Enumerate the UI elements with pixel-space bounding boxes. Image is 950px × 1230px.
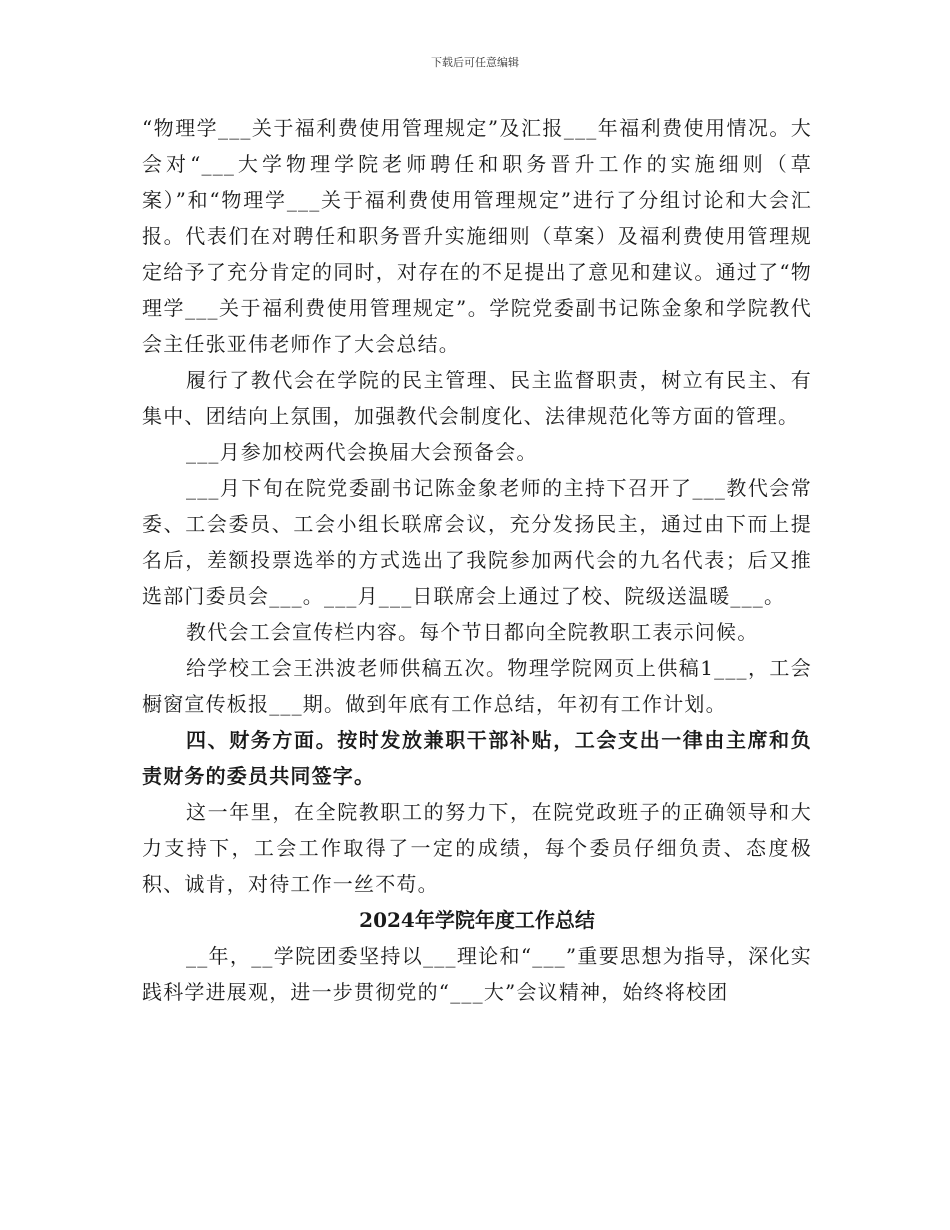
paragraph-finance-heading: 四、财务方面。按时发放兼职干部补贴，工会支出一律由主席和负责财务的委员共同签字。	[142, 728, 812, 788]
paragraph-duties: 履行了教代会在学院的民主管理、民主监督职责，树立有民主、有集中、团结向上氛围，加强教代会制度化、法律规范化等方面的管理。	[142, 368, 812, 428]
page-header: 下载后可任意编辑	[431, 56, 519, 69]
document-body	[142, 110, 812, 1010]
paragraph-year-summary: 这一年里，在全院教职工的努力下，在院党政班子的正确领导和大力支持下，工会工作取得了一定的成绩，每个委员仔细负责、态度极积、诚肯，对待工作一丝不苟。	[142, 800, 812, 896]
section-title: 2024年学院年度工作总结	[359, 908, 595, 932]
paragraph-continuation: “物理学___关于福利费使用管理规定”及汇报___年福利费使用情况。大会对“___大学物理学院老师聘任和职务晋升工作的实施细则（草案）”和“物理学___关于福利费使用管理规定”进行了分组讨论和大会汇报。代表们在对聘任和职务晋升实施细则（草案）及福利费使用管理规定给予了充分肯定的同时，对存在的不足提出了意见和建议。通过了“物理学___关于福利费使用管理规定”。学院党委副书记陈金象和学院教代会主任张亚伟老师作了大会总结。	[142, 116, 812, 356]
paragraph-meeting-prep: ___月参加校两代会换届大会预备会。	[186, 440, 538, 464]
paragraph-joint-meeting: ___月下旬在院党委副书记陈金象老师的主持下召开了___教代会常委、工会委员、工会小组长联席会议，充分发扬民主，通过由下而上提名后，差额投票选举的方式选出了我院参加两代会的九名代表；后又推选部门委员会___。___月___日联席会上通过了校、院级送温暖___。	[142, 476, 812, 608]
paragraph-bulletin: 教代会工会宣传栏内容。每个节日都向全院教职工表示问候。	[186, 620, 759, 644]
paragraph-contributions: 给学校工会王洪波老师供稿五次。物理学院网页上供稿1___，工会橱窗宣传板报___期。做到年底有工作总结，年初有工作计划。	[142, 656, 812, 716]
paragraph-opening: __年，__学院团委坚持以___理论和“___”重要思想为指导，深化实践科学进展观，进一步贯彻党的“___大”会议精神，始终将校团	[142, 944, 812, 1004]
